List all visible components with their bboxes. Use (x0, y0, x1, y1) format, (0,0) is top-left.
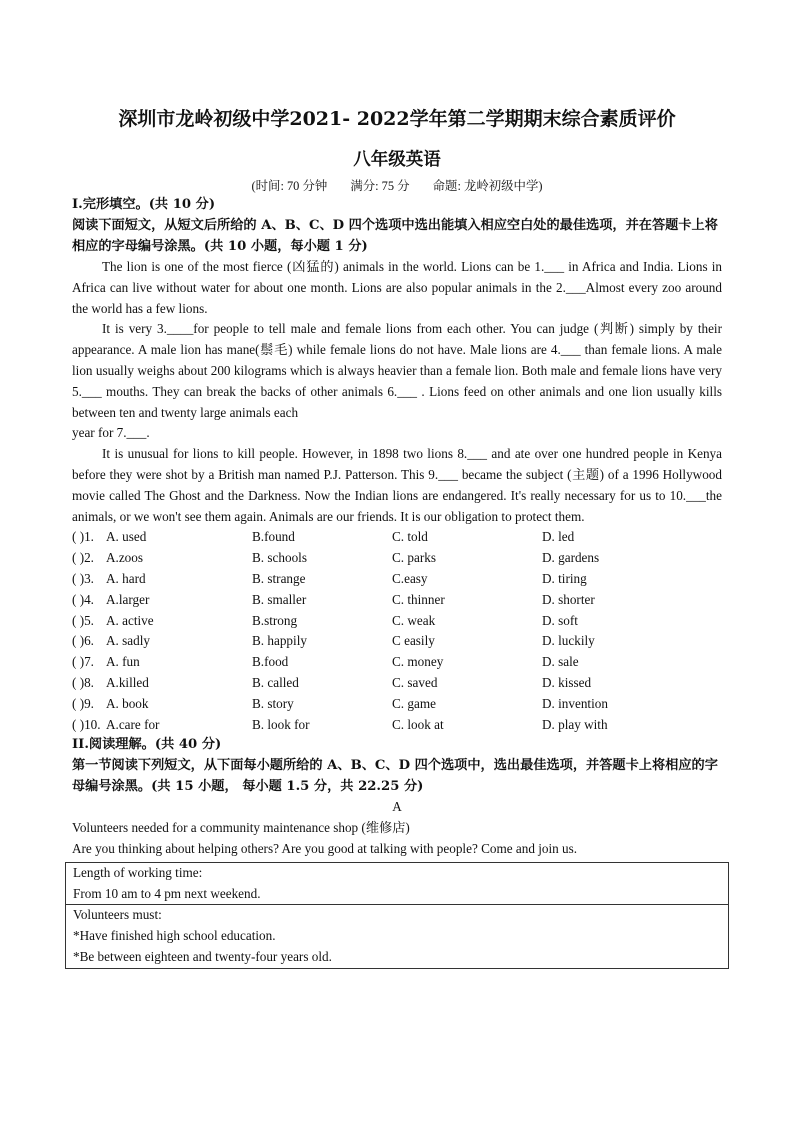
option-d: D. invention (542, 695, 608, 711)
option-c: C. game (392, 695, 436, 711)
question-number: ( )1. (72, 529, 94, 545)
question-number: ( )6. (72, 633, 94, 649)
option-d: D. sale (542, 654, 579, 670)
cell-line: *Be between eighteen and twenty-four years old. (73, 948, 332, 964)
cell-line: Volunteers must: (73, 907, 162, 923)
option-a: A.zoos (106, 550, 143, 566)
option-a: A. sadly (106, 633, 150, 649)
question-number: ( )5. (72, 612, 94, 628)
question-row (72, 527, 722, 548)
question-row (72, 652, 722, 673)
option-c: C easily (392, 633, 435, 649)
question-number: ( )10. (72, 716, 101, 732)
question-row (72, 631, 722, 652)
option-a: A.killed (106, 674, 149, 690)
option-d: D. soft (542, 612, 578, 628)
question-list (72, 527, 722, 735)
option-d: D. shorter (542, 591, 595, 607)
passage-paragraph: It is very 3.____for people to tell male and female lions from each other. You can judge (判断) simply by their appearance. A male lion has mane(鬃毛) while female lions do not have. Male lions are 4.___ than female lions. A male lion usually weighs about 200 kilograms which is always heavier than a female lion. Both male and female lions have very 5.___ mouths. They can break the backs of other animals 6.___ . Lions feed on other animals and one lion usually kills between ten and twenty large animals each (72, 321, 722, 420)
option-a: A. hard (106, 570, 146, 586)
exam-page (72, 100, 722, 969)
question-number: ( )7. (72, 654, 94, 670)
cell-line: From 10 am to 4 pm next weekend. (73, 885, 261, 901)
option-b: B.strong (252, 612, 298, 628)
section1-instruction: 阅读下面短文，从短文后所给的 A、B、C、D 四个选项中选出能填入相应空白处的最佳选项，并在答题卡上将相应的字母编号涂黑。(共 10 小题，每小题 1 分) (72, 218, 718, 254)
option-d: D. play with (542, 716, 608, 732)
option-c: C. weak (392, 612, 436, 628)
question-number: ( )4. (72, 591, 94, 607)
question-row (72, 590, 722, 611)
table-cell (66, 862, 729, 905)
passage-label: A (392, 799, 402, 815)
exam-score: 满分: 75 分 (350, 179, 410, 193)
question-row (72, 715, 722, 736)
exam-subtitle: 八年级英语 (353, 150, 441, 170)
option-a: A.care for (106, 716, 160, 732)
info-table (65, 862, 729, 969)
exam-meta (72, 177, 722, 195)
exam-time: (时间: 70 分钟 (251, 179, 328, 193)
cell-line: Length of working time: (73, 864, 203, 880)
option-b: B. strange (252, 570, 306, 586)
question-row (72, 694, 722, 715)
question-number: ( )9. (72, 695, 94, 711)
option-c: C.easy (392, 570, 428, 586)
option-c: C. told (392, 529, 428, 545)
option-d: D. luckily (542, 633, 595, 649)
question-row (72, 611, 722, 632)
passage-paragraph: The lion is one of the most fierce (凶猛的) animals in the world. Lions can be 1.___ in Africa and India. Lions in Africa can live without water for about one month. Lions are also popular animals in the 2.___Almost every zoo around the world has a few lions. (72, 259, 722, 316)
section2-instruction: 第一节阅读下列短文，从下面每小题所给的 A、B、C、D 四个选项中，选出最佳选项，并答题卡上将相应的字母编号涂黑。(共 15 小题， 每小题 1.5 分，共 22.25 分) (72, 758, 718, 795)
option-d: D. tiring (542, 570, 587, 586)
question-number: ( )8. (72, 674, 94, 690)
option-b: B. story (252, 695, 294, 711)
passage-paragraph: year for 7.___. (72, 425, 150, 441)
exam-author: 命题: 龙岭初级中学) (432, 179, 543, 193)
option-c: C. saved (392, 674, 438, 690)
option-b: B. smaller (252, 591, 307, 607)
table-cell (66, 905, 729, 968)
question-row (72, 569, 722, 590)
table-row (66, 862, 729, 905)
option-b: B.found (252, 529, 295, 545)
question-row (72, 673, 722, 694)
passage-paragraph: It is unusual for lions to kill people. However, in 1898 two lions 8.___ and ate over one hundred people in Kenya before they were shot by a British man named P.J. Patterson. This 9.___ became the subject (主题) of a 1996 Hollywood movie called The Ghost and the Darkness. Now the Indian lions are endangered. It's really necessary for us to 10.___the animals, or we won't see them again. Animals are our friends. It is our obligation to protect them. (72, 446, 722, 524)
option-d: D. gardens (542, 550, 600, 566)
cell-line: *Have finished high school education. (73, 928, 276, 944)
exam-title: 深圳市龙岭初级中学2021- 2022学年第二学期期末综合素质评价 (118, 108, 676, 130)
question-number: ( )3. (72, 570, 94, 586)
option-a: A. used (106, 529, 147, 545)
option-c: C. parks (392, 550, 436, 566)
option-b: B. happily (252, 633, 307, 649)
option-b: B. called (252, 674, 299, 690)
option-b: B. schools (252, 550, 307, 566)
option-c: C. thinner (392, 591, 445, 607)
option-a: A.larger (106, 591, 150, 607)
question-number: ( )2. (72, 550, 94, 566)
passage-line: Are you thinking about helping others? Are you good at talking with people? Come and join us. (72, 840, 578, 856)
option-c: C. money (392, 654, 444, 670)
passage-line: Volunteers needed for a community maintenance shop (维修店) (72, 820, 410, 836)
question-row (72, 548, 722, 569)
option-a: A. fun (106, 654, 140, 670)
option-a: A. active (106, 612, 154, 628)
option-a: A. book (106, 695, 149, 711)
section1-heading: Ⅰ.完形填空。(共 10 分) (72, 197, 216, 212)
option-b: B.food (252, 654, 289, 670)
option-d: D. led (542, 529, 575, 545)
section2-heading: II.阅读理解。(共 40 分) (72, 737, 222, 753)
option-c: C. look at (392, 716, 444, 732)
option-d: D. kissed (542, 674, 592, 690)
option-b: B. look for (252, 716, 310, 732)
table-row (66, 905, 729, 968)
